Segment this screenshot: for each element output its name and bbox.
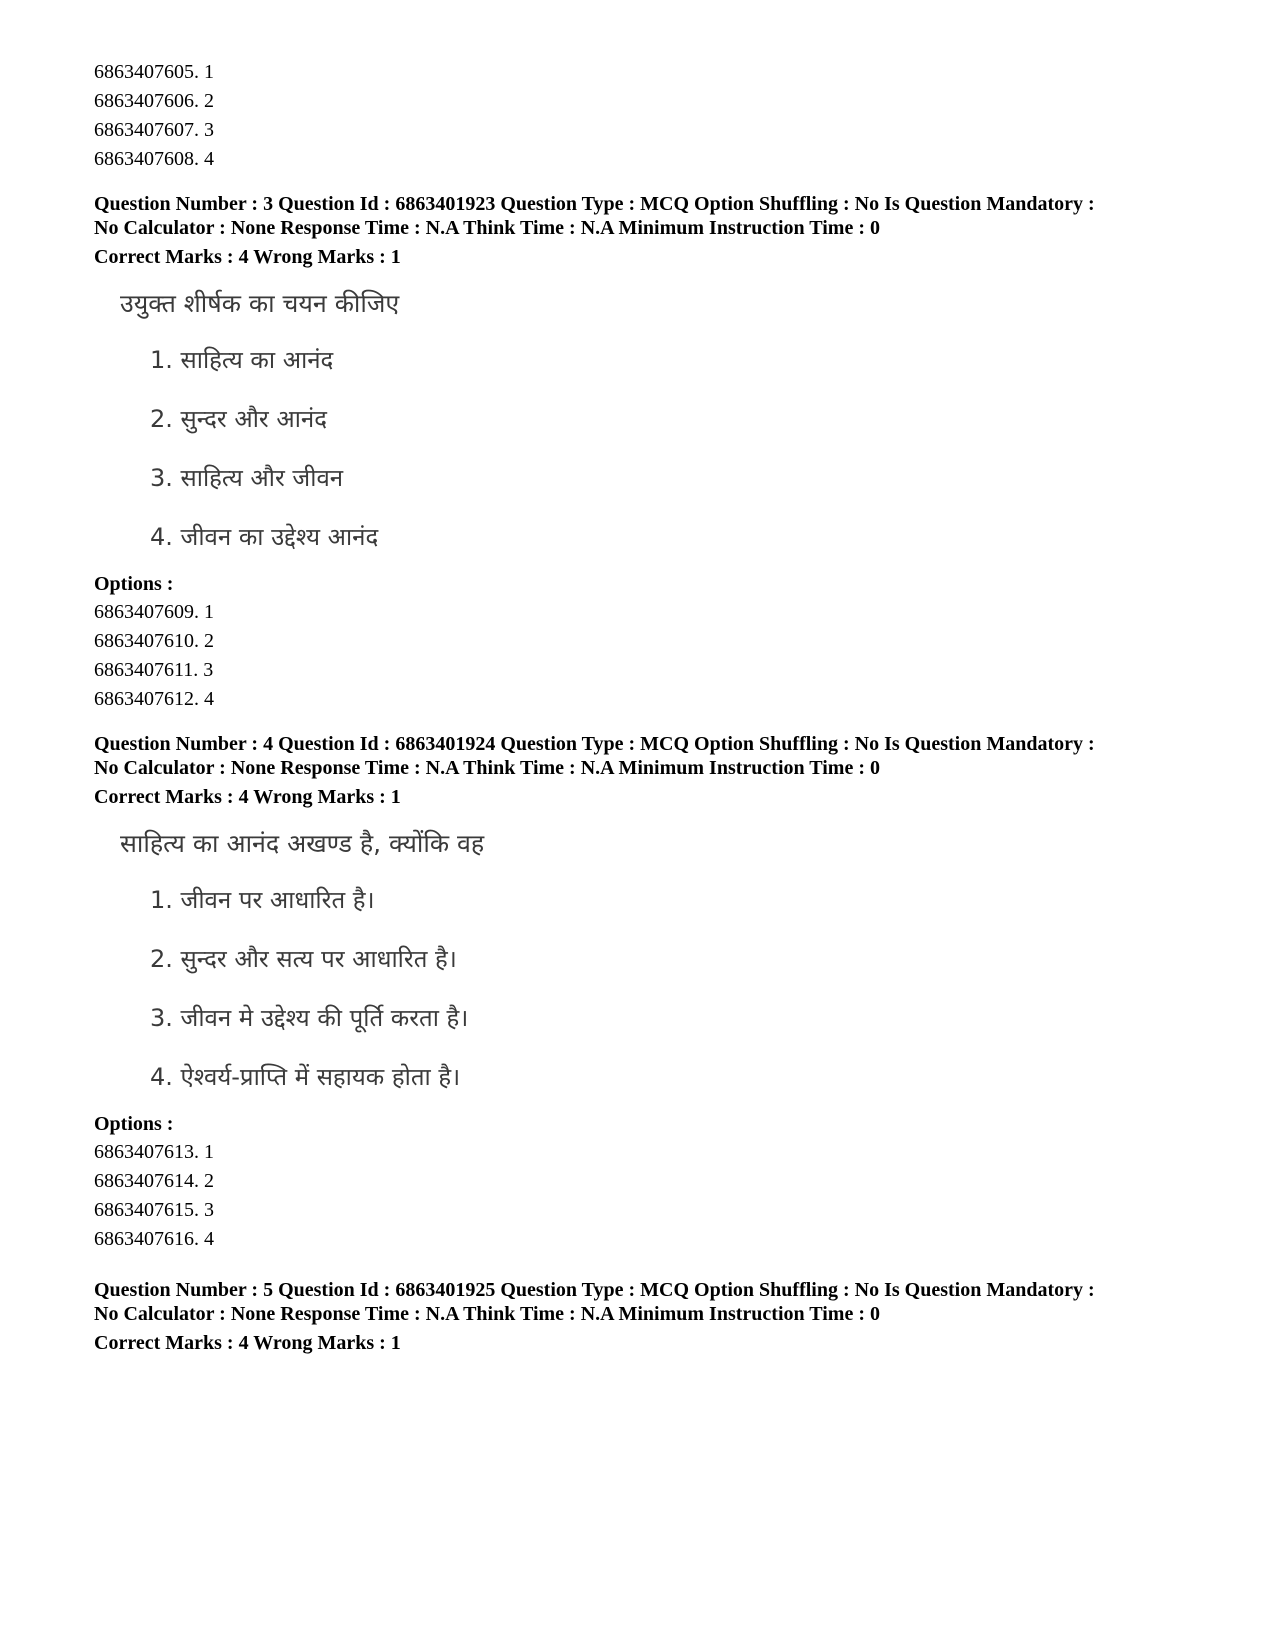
option-id-list — [94, 1138, 1214, 1254]
question-meta-line-1: Question Number : 5 Question Id : 6863401925 Question Type : MCQ Option Shuffling : No Is Question Mandatory : — [94, 1279, 1095, 1301]
options-label: Options : — [94, 1113, 174, 1135]
option-id-line: 6863407616. 4 — [94, 1228, 214, 1250]
option-id-line: 6863407611. 3 — [94, 659, 214, 681]
option-id-line: 6863407610. 2 — [94, 630, 214, 652]
option-id-line: 6863407606. 2 — [94, 90, 214, 112]
question-choice: 1. जीवन पर आधारित है। — [150, 886, 375, 914]
question-4-section — [94, 732, 1214, 1254]
question-meta-line-1: Question Number : 4 Question Id : 6863401924 Question Type : MCQ Option Shuffling : No Is Question Mandatory : — [94, 733, 1095, 755]
question-marks: Correct Marks : 4 Wrong Marks : 1 — [94, 246, 401, 268]
question-choice: 1. साहित्य का आनंद — [150, 346, 334, 374]
question-marks: Correct Marks : 4 Wrong Marks : 1 — [94, 1332, 401, 1354]
question-choice: 2. सुन्दर और आनंद — [150, 405, 327, 433]
option-id-line: 6863407609. 1 — [94, 601, 214, 623]
question-meta — [94, 1278, 1214, 1326]
option-id-line: 6863407614. 2 — [94, 1170, 214, 1192]
option-id-line: 6863407615. 3 — [94, 1199, 214, 1221]
document-page — [94, 58, 1214, 1355]
question-stem: साहित्य का आनंद अखण्ड है, क्योंकि वह — [120, 829, 485, 858]
question-marks: Correct Marks : 4 Wrong Marks : 1 — [94, 786, 401, 808]
question-meta — [94, 732, 1214, 780]
question-meta-line-2: No Calculator : None Response Time : N.A Think Time : N.A Minimum Instruction Time : 0 — [94, 1303, 880, 1325]
question-choice: 4. ऐश्वर्य-प्राप्ति में सहायक होता है। — [150, 1063, 461, 1091]
option-id-line: 6863407607. 3 — [94, 119, 214, 141]
option-id-line: 6863407608. 4 — [94, 148, 214, 170]
question-choice: 3. साहित्य और जीवन — [150, 464, 344, 492]
question-3-section — [94, 192, 1214, 714]
question-stem: उयुक्त शीर्षक का चयन कीजिए — [120, 289, 400, 318]
option-id-line: 6863407612. 4 — [94, 688, 214, 710]
question-body — [94, 827, 1214, 1094]
options-label: Options : — [94, 573, 174, 595]
question-body — [94, 287, 1214, 554]
question-meta-line-2: No Calculator : None Response Time : N.A Think Time : N.A Minimum Instruction Time : 0 — [94, 757, 880, 779]
question-meta — [94, 192, 1214, 240]
question-meta-line-2: No Calculator : None Response Time : N.A Think Time : N.A Minimum Instruction Time : 0 — [94, 217, 880, 239]
previous-question-options — [94, 58, 1214, 174]
question-choice: 3. जीवन मे उद्देश्य की पूर्ति करता है। — [150, 1004, 469, 1032]
option-id-line: 6863407605. 1 — [94, 61, 214, 83]
option-id-line: 6863407613. 1 — [94, 1141, 214, 1163]
question-choice: 2. सुन्दर और सत्य पर आधारित है। — [150, 945, 457, 973]
option-id-list — [94, 598, 1214, 714]
question-5-section — [94, 1278, 1214, 1355]
question-meta-line-1: Question Number : 3 Question Id : 6863401923 Question Type : MCQ Option Shuffling : No Is Question Mandatory : — [94, 193, 1095, 215]
question-choice: 4. जीवन का उद्देश्य आनंद — [150, 523, 379, 551]
